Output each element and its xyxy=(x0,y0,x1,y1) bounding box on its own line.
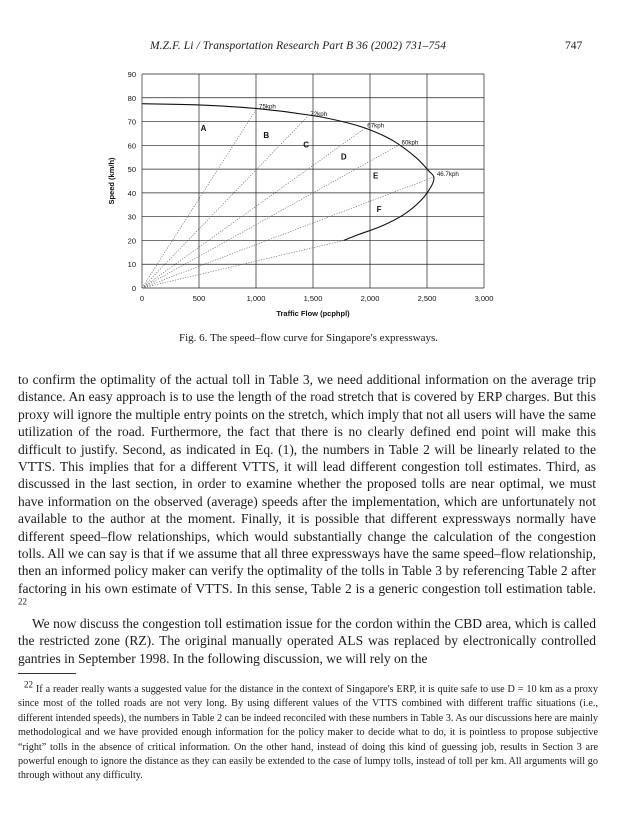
region-label: D xyxy=(340,152,347,162)
footnote xyxy=(18,679,598,784)
region-label: A xyxy=(200,124,207,134)
speed-ray-label: 46.7kph xyxy=(436,170,459,178)
region-label: C xyxy=(303,140,310,150)
footnote-divider xyxy=(18,673,76,674)
x-tick-label: 0 xyxy=(139,294,145,303)
x-tick-label: 500 xyxy=(192,294,206,303)
speed-flow-figure xyxy=(100,66,510,336)
page-number: 747 xyxy=(565,40,583,52)
paragraph-2: We now discuss the congestion toll estimation issue for the cordon within the CBD area, which is called the restricted zone (RZ). The original manually operated ALS was replaced by electronically controlled gantries in September 1998. In the following discussion, we will rely on the xyxy=(18,615,596,666)
page-header xyxy=(0,40,617,56)
body-text xyxy=(18,371,596,667)
y-tick-label: 30 xyxy=(127,212,136,222)
footnote-reference[interactable]: 22 xyxy=(18,596,27,607)
y-tick-label: 80 xyxy=(127,93,136,103)
y-tick-label: 50 xyxy=(127,165,136,175)
speed-ray-label: 60kph xyxy=(401,139,419,147)
paragraph-1 xyxy=(18,371,596,615)
x-tick-label: 1,500 xyxy=(303,294,323,303)
y-tick-label: 20 xyxy=(127,236,136,246)
x-axis-title: Traffic Flow (pcphpl) xyxy=(276,309,350,318)
y-tick-label: 70 xyxy=(127,117,136,127)
x-tick-label: 2,500 xyxy=(417,294,437,303)
paragraph-1-text: to confirm the optimality of the actual toll in Table 3, we need additional information on the average trip distance. An easy approach is to use the length of the road stretch that is covered by ERP charges. But this proxy will ignore the multiple entry points on the stretch, which imply that not all users will have the same utilization of the road. Furthermore, the fact that there is no clearly defined end point will make this difficult to justify. Second, as indicated in Eq. (1), the numbers in Table 2 will be linearly related to the VTTS. This implies that for a different VTTS, it will lead different congestion toll estimates. Third, as discussed in the last section, in order to examine whether the proposed tolls are near optimal, we must have information on the observed (average) speeds after the implementation, which are unfortunately not available to the author at the moment. Finally, it is possible that different expressways normally have different speed–flow relationships, which would substantially change the calculation of the congestion tolls. All we can say is that if we assume that all three expressways have the same speed–flow relationship, then an informed policy maker can verify the optimality of the tolls in Table 3 by referencing Table 2 after factoring in his own estimate of VTTS. In this sense, Table 2 is a generic congestion toll estimation table. xyxy=(18,372,596,596)
speed-ray-label: 75kph xyxy=(259,103,276,111)
y-tick-label: 60 xyxy=(127,141,136,151)
y-tick-label: 90 xyxy=(127,70,136,79)
x-tick-label: 1,000 xyxy=(246,294,266,303)
speed-flow-chart xyxy=(100,66,510,336)
footnote-number: 22 xyxy=(24,679,33,690)
running-head: M.Z.F. Li / Transportation Research Part B 36 (2002) 731–754 xyxy=(150,40,447,52)
region-label: B xyxy=(263,131,270,141)
y-tick-label: 0 xyxy=(131,284,136,293)
speed-ray-label: 67kph xyxy=(367,122,385,130)
speed-ray-label: 72kph xyxy=(310,110,328,118)
region-label: E xyxy=(373,171,379,181)
y-tick-label: 10 xyxy=(127,260,136,270)
y-tick-label: 40 xyxy=(127,188,136,198)
speed-ray-line xyxy=(142,177,434,288)
figure-caption: Fig. 6. The speed–flow curve for Singapore's expressways. xyxy=(179,332,438,344)
speed-ray-line xyxy=(142,117,310,288)
y-axis-title: Speed (km/h) xyxy=(107,157,116,205)
x-tick-label: 3,000 xyxy=(474,294,494,303)
x-tick-label: 2,000 xyxy=(360,294,380,303)
region-label: F xyxy=(376,204,382,214)
footnote-text: If a reader really wants a suggested value for the distance in the context of Singapore's ERP, it is quite safe to use D = 10 km as a proxy since most of the tolled roads are not very long. By using different values of the VTTS combined with different traffic situations (i.e., different intended speeds), the numbers in Table 2 can be indeed reconciled with these numbers in Table 3. As our discussions here are mainly methodological and we have provided enough information for the policy maker to decide what to do, it is pointless to propose subjective “right” tolls in the absence of critical information. On the other hand, instead of doing this kind of guessing job, results in Section 3 are powerful enough to ignore the distance as they can easily be extended to the case of lumpy tolls, instead of toll per km. All arguments will go through without any difficulty. xyxy=(18,684,598,782)
